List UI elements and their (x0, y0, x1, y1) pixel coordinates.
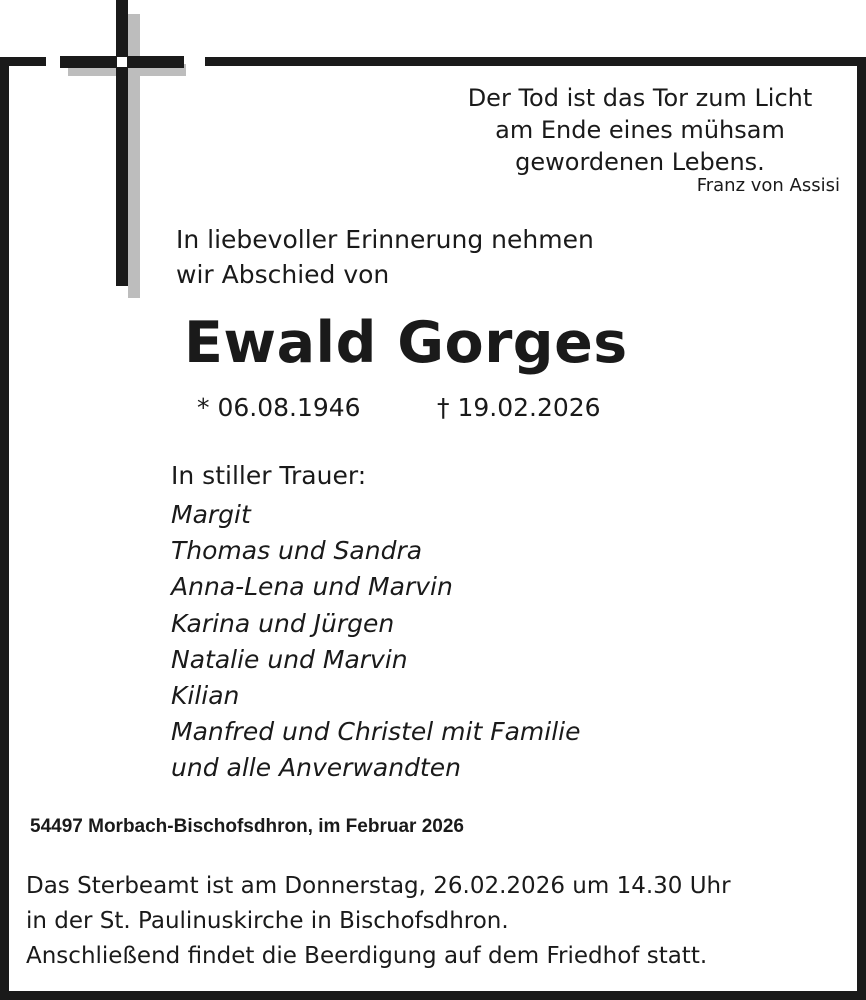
cross-vertical-bar (116, 0, 128, 286)
mourner-name: Kilian (171, 681, 240, 711)
funeral-line: Anschließend findet die Beerdigung auf dem Friedhof statt. (26, 943, 708, 969)
frame-top-right (205, 57, 866, 66)
mourner-name: Thomas und Sandra (171, 536, 423, 566)
quote-author: Franz von Assisi (696, 175, 840, 196)
frame-left (0, 57, 9, 1000)
intro-line-2: wir Abschied von (176, 260, 390, 289)
death-date: † 19.02.2026 (437, 393, 601, 422)
mourner-name: Margit (171, 500, 251, 529)
mourner-name: Anna-Lena und Marvin (171, 572, 453, 602)
birth-date: * 06.08.1946 (197, 393, 361, 422)
funeral-line: Das Sterbeamt ist am Donnerstag, 26.02.2026 um 14.30 Uhr (26, 873, 731, 899)
mourning-title: In stiller Trauer: (171, 461, 367, 490)
frame-bottom (0, 991, 866, 1000)
mourners-list (171, 497, 580, 787)
place-and-date: 54497 Morbach-Bischofsdhron, im Februar 2026 (30, 816, 464, 837)
mourner-name: Natalie und Marvin (171, 644, 408, 674)
frame-right (857, 57, 866, 1000)
mourner-name: und alle Anverwandten (171, 753, 461, 783)
quote-line: am Ende eines mühsam (495, 116, 785, 144)
quote-line: Der Tod ist das Tor zum Licht (467, 84, 813, 112)
funeral-notice (26, 869, 731, 974)
mourner-name: Karina und Jürgen (171, 608, 395, 638)
funeral-line: in der St. Paulinuskirche in Bischofsdhron. (26, 908, 509, 934)
mourner-name: Manfred und Christel mit Familie (171, 717, 581, 747)
cross-icon (58, 0, 190, 300)
intro-line-1: In liebevoller Erinnerung nehmen (176, 225, 594, 254)
quote (410, 82, 866, 178)
cross-center (117, 57, 127, 67)
quote-line: gewordenen Lebens. (515, 148, 765, 176)
intro-text (176, 222, 594, 292)
deceased-name: Ewald Gorges (184, 310, 628, 376)
